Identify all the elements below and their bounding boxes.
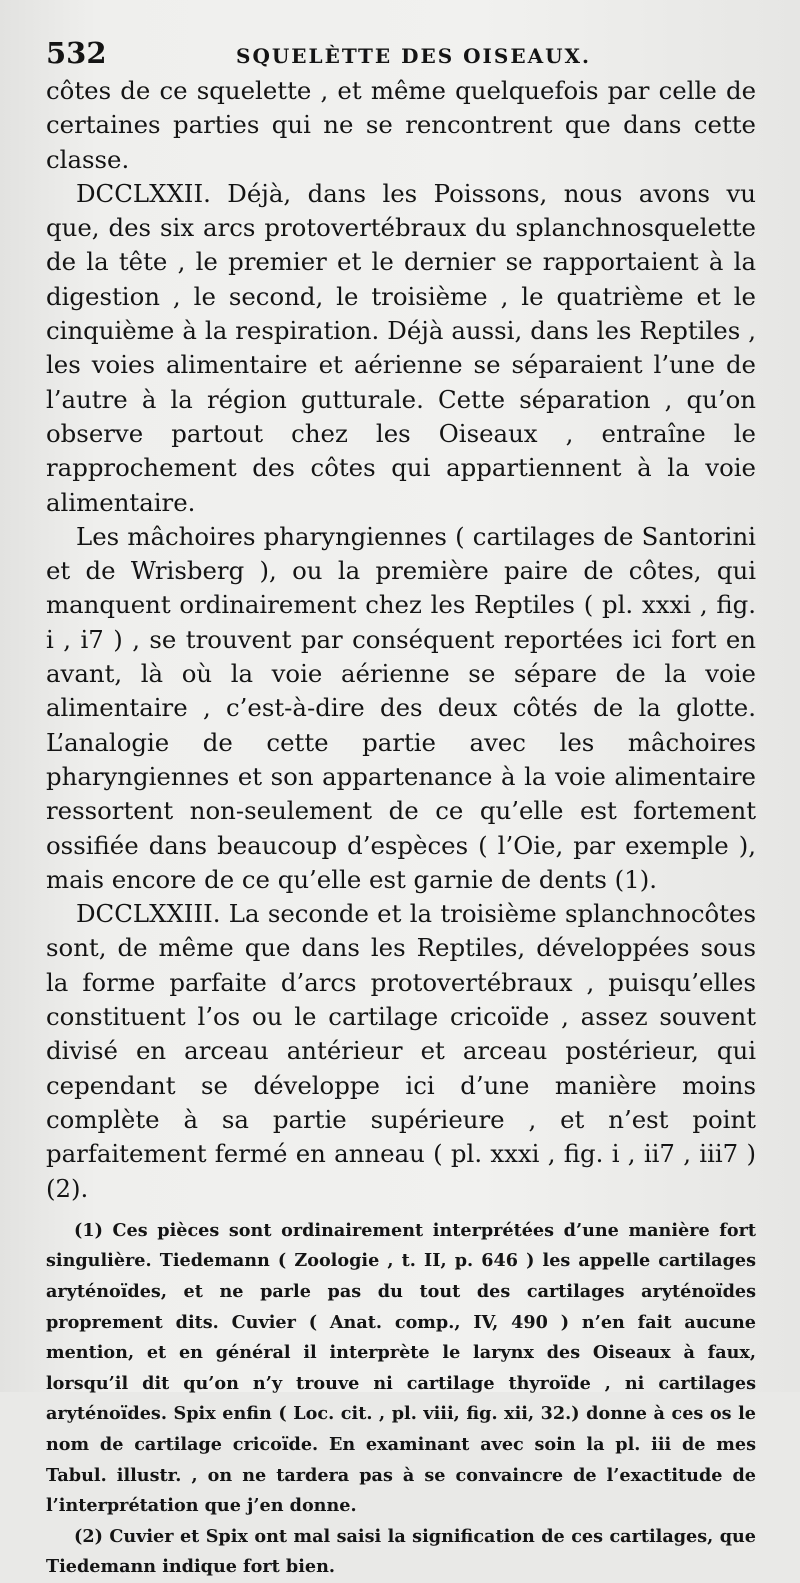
paragraph-dcclxxii: DCCLXXII. Déjà, dans les Poissons, nous avons vu que, des six arcs protovertébraux du splanchnosquelette de la tête , le premier et le dernier se rapportaient à la digestion , le second, le troisième , le quatrième et le cinquième à la respiration. Déjà aussi, dans les Reptiles , les voies alimentaire et aérienne se séparaient l’une de l’autre à la région gutturale. Cette séparation , qu’on observe partout chez les Oiseaux , entraîne le rapprochement des côtes qui appartiennent à la voie alimentaire. <box>46 178 756 517</box>
running-title: SQUELÈTTE DES OISEAUX. <box>236 44 592 68</box>
page-number: 532 <box>46 36 107 70</box>
running-head <box>46 36 756 72</box>
paragraph-dcclxxiii: DCCLXXIII. La seconde et la troisième splanchnocôtes sont, de même que dans les Reptiles, développées sous la forme parfaite d’arcs protovertébraux , puisqu’elles constituent l’os ou le cartilage cricoïde , assez souvent divisé en arceau antérieur et arceau postérieur, qui cependant se développe ici d’une manière moins complète à sa partie supérieure , et n’est point parfaitement fermé en anneau ( pl. xxxi , fig. i , ii7 , iii7 ) (2). <box>46 899 756 1203</box>
paragraph-machoires: Les mâchoires pharyngiennes ( cartilages de Santorini et de Wrisberg ), ou la première paire de côtes, qui manquent ordinairement chez les Reptiles ( pl. xxxi , fig. i , i7 ) , se trouvent par conséquent reportées ici fort en avant, là où la voie aérienne se sépare de la voie alimentaire , c’est-à-dire des deux côtés de la glotte. L’analogie de cette partie avec les mâchoires pharyngiennes et son appartenance à la voie alimentaire ressortent non-seulement de ce qu’elle est fortement ossifiée dans beaucoup d’espèces ( l’Oie, par exemple ), mais encore de ce qu’elle est garnie de dents (1). <box>46 521 756 894</box>
footnote-1: (1) Ces pièces sont ordinairement interprétées d’une manière fort singulière. Tiedemann ( Zoologie , t. II, p. 646 ) les appelle cartilages aryténoïdes, et ne parle pas du tout des cartilages aryténoïdes proprement dits. Cuvier ( Anat. comp., IV, 490 ) n’en fait aucune mention, et en général il interprète le larynx des Oiseaux à faux, lorsqu’il dit qu’on n’y trouve ni cartilage thyroïde , ni cartilages aryténoïdes. Spix enfin ( Loc. cit. , pl. viii, fig. xii, 32.) donne à ces os le nom de cartilage cricoïde. En examinant avec soin la pl. iii de mes Tabul. illustr. , on ne tardera pas à se convaincre de l’exactitude de l’interprétation que j’en donne. <box>46 1219 756 1517</box>
footnote-2: (2) Cuvier et Spix ont mal saisi la signification de ces cartilages, que Tiedemann indique fort bien. <box>46 1525 756 1578</box>
body-text <box>46 74 756 1206</box>
paragraph-continuation: côtes de ce squelette , et même quelquefois par celle de certaines parties qui ne se rencontrent que dans cette classe. <box>46 76 756 174</box>
footnotes <box>46 1216 756 1583</box>
